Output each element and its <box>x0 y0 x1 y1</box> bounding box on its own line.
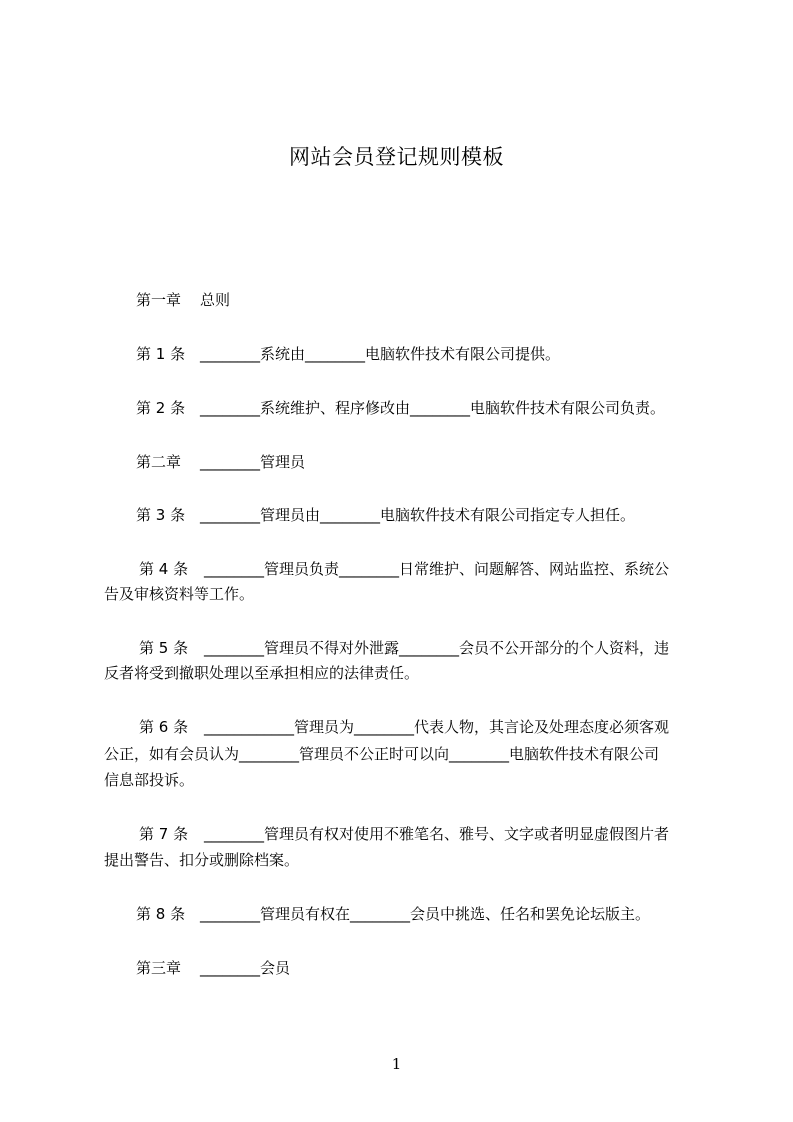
chapter-label: 第三章 <box>136 959 182 977</box>
article-6-continuation-2: 信息部投诉。 <box>104 771 195 789</box>
article-label: 第 2 条 <box>136 399 186 417</box>
chapter-title: ________管理员 <box>200 453 306 471</box>
page-number: 1 <box>391 1055 402 1073</box>
article-label: 第 1 条 <box>136 345 186 363</box>
chapter-title: ________会员 <box>200 959 291 977</box>
article-8 <box>136 900 650 928</box>
article-label: 第 6 条 <box>139 718 189 736</box>
article-1 <box>136 340 560 368</box>
chapter-title: 总则 <box>200 291 231 309</box>
article-text: ________管理员有权对使用不雅笔名、雅号、文字或者明显虚假图片者 <box>204 825 670 843</box>
article-5 <box>139 634 669 662</box>
article-label: 第 4 条 <box>139 560 189 578</box>
article-text: ________管理员负责________日常维护、问题解答、网站监控、系统公 <box>204 560 670 578</box>
article-label: 第 5 条 <box>139 639 189 657</box>
article-2 <box>136 394 665 422</box>
article-text: ____________管理员为________代表人物，其言论及处理态度必须客观 <box>204 718 670 736</box>
article-6-continuation: 公正，如有会员认为________管理员不公正时可以向________电脑软件技术有限公司 <box>104 745 660 763</box>
article-4-continuation: 告及审核资料等工作。 <box>104 585 255 603</box>
document-title: 网站会员登记规则模板 <box>289 145 504 169</box>
chapter-label: 第一章 <box>136 291 182 309</box>
article-text: ________管理员不得对外泄露________会员不公开部分的个人资料，违 <box>204 639 670 657</box>
article-label: 第 8 条 <box>136 905 186 923</box>
chapter-2-heading <box>136 448 305 476</box>
article-label: 第 3 条 <box>136 506 186 524</box>
article-text: ________管理员由________电脑软件技术有限公司指定专人担任。 <box>200 506 636 524</box>
chapter-label: 第二章 <box>136 453 182 471</box>
article-3 <box>136 501 635 529</box>
article-text: ________系统维护、程序修改由________电脑软件技术有限公司负责。 <box>200 399 666 417</box>
article-6 <box>139 713 669 741</box>
article-7 <box>139 820 669 848</box>
chapter-3-heading <box>136 954 290 982</box>
article-label: 第 7 条 <box>139 825 189 843</box>
article-5-continuation: 反者将受到撤职处理以至承担相应的法律责任。 <box>104 664 420 682</box>
chapter-1-heading <box>136 286 230 314</box>
article-text: ________管理员有权在________会员中挑选、任名和罢免论坛版主。 <box>200 905 651 923</box>
article-4 <box>139 555 669 583</box>
article-text: ________系统由________电脑软件技术有限公司提供。 <box>200 345 561 363</box>
article-7-continuation: 提出警告、扣分或删除档案。 <box>104 851 300 869</box>
